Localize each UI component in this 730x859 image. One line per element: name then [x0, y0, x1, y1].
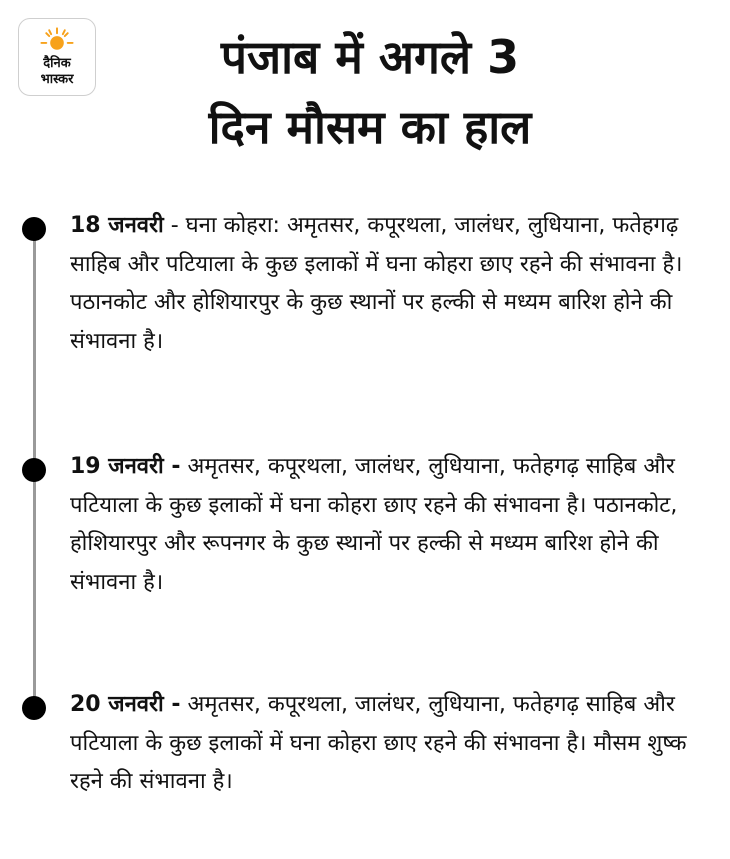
- title-line-2: दिन मौसम का हाल: [208, 100, 532, 154]
- logo-text-dainik: दैनिक: [43, 56, 71, 71]
- forecast-description: अमृतसर, कपूरथला, जालंधर, लुधियाना, फतेहगढ़ साहिब और पटियाला के कुछ इलाकों में घना कोहरा छाए रहने की संभावना है। पठानकोट, होशियारपुर और रूपनगर के कुछ स्थानों पर हल्की से मध्यम बारिश होने की संभावना है।: [70, 454, 678, 595]
- forecast-date: 20 जनवरी -: [70, 692, 181, 717]
- page-title: [90, 22, 650, 162]
- logo-text-bhaskar: भास्कर: [40, 72, 74, 87]
- title-line-1: पंजाब में अगले 3: [220, 30, 520, 84]
- forecast-date: 18 जनवरी: [70, 213, 164, 238]
- sun-icon: [19, 25, 95, 55]
- forecast-description: - घना कोहरा: अमृतसर, कपूरथला, जालंधर, लुधियाना, फतेहगढ़ साहिब और पटियाला के कुछ इलाकों में घना कोहरा छाए रहने की संभावना है। पठानकोट और होशियारपुर के कुछ स्थानों पर हल्की से मध्यम बारिश होने की संभावना है।: [70, 213, 683, 354]
- forecast-text: [70, 686, 715, 802]
- timeline-bullet: [22, 217, 46, 241]
- timeline-bullet: [22, 696, 46, 720]
- forecast-description: अमृतसर, कपूरथला, जालंधर, लुधियाना, फतेहगढ़ साहिब और पटियाला के कुछ इलाकों में घना कोहरा छाए रहने की संभावना है। मौसम शुष्क रहने की संभावना है।: [70, 692, 687, 794]
- forecast-date: 19 जनवरी -: [70, 454, 181, 479]
- timeline-bullet: [22, 458, 46, 482]
- forecast-text: [70, 207, 715, 361]
- forecast-text: [70, 448, 715, 602]
- dainik-bhaskar-logo: [18, 18, 96, 96]
